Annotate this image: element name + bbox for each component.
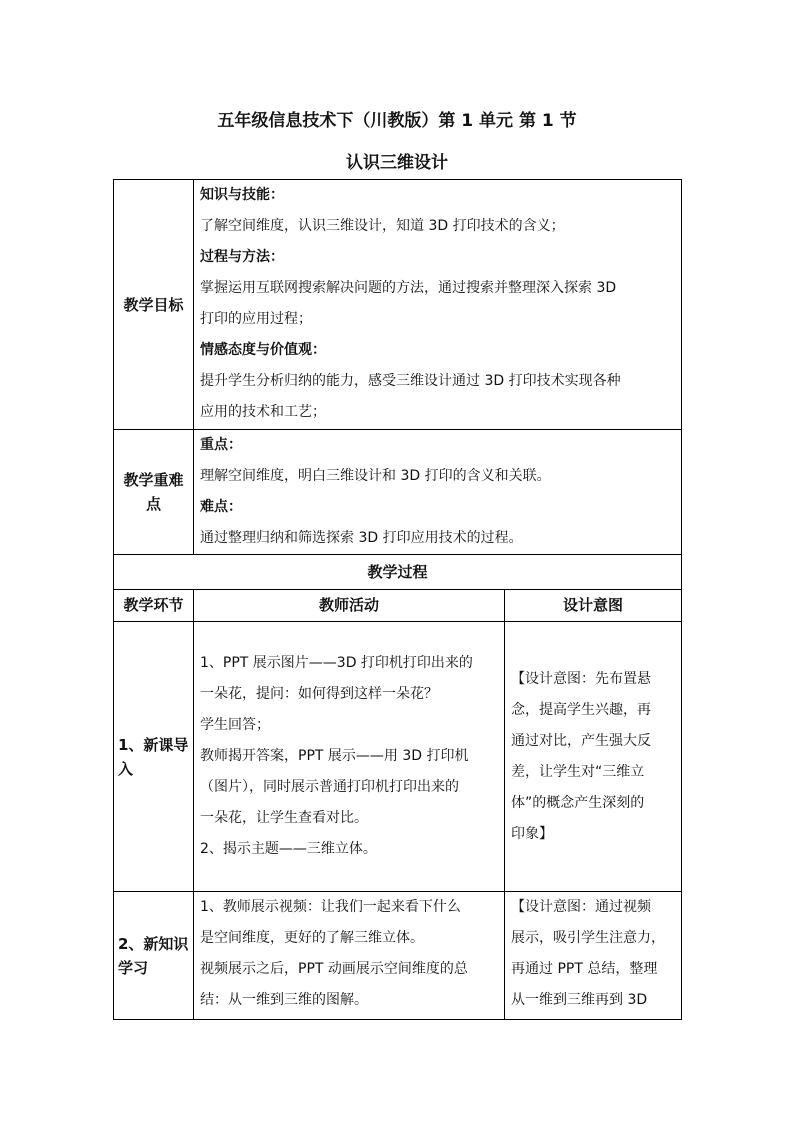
intent-line: 印象】 bbox=[511, 825, 553, 842]
intent-cell bbox=[505, 622, 682, 892]
objectives-content bbox=[194, 180, 682, 430]
key-point-heading: 重点： bbox=[200, 437, 242, 453]
activity-cell bbox=[194, 892, 505, 1020]
objectives-heading-knowledge: 知识与技能： bbox=[200, 187, 284, 203]
objectives-heading-attitude: 情感态度与价值观： bbox=[200, 342, 326, 358]
objectives-line: 应用的技术和工艺； bbox=[200, 404, 326, 420]
objectives-line: 提升学生分析归纳的能力，感受三维设计通过 3D 打印技术实现各种 bbox=[200, 373, 621, 389]
intent-line: 展示，吸引学生注意力， bbox=[511, 930, 665, 946]
intent-line: 念，提高学生兴趣，再 bbox=[511, 701, 651, 718]
intent-cell bbox=[505, 892, 682, 1020]
activity-line: 2、揭示主题——三维立体。 bbox=[200, 841, 377, 857]
activity-line: 一朵花，让学生查看对比。 bbox=[200, 810, 368, 826]
objectives-line: 打印的应用过程； bbox=[200, 311, 312, 327]
intent-line: 【设计意图：先布置悬 bbox=[511, 670, 651, 687]
difficult-point-heading: 难点： bbox=[200, 499, 242, 515]
activity-cell bbox=[194, 622, 505, 892]
activity-line: 是空间维度，更好的了解三维立体。 bbox=[200, 930, 424, 946]
activity-line: 学生回答； bbox=[200, 717, 270, 733]
activity-line: 教师揭开答案，PPT 展示——用 3D 打印机 bbox=[200, 748, 469, 764]
objectives-label: 教学目标 bbox=[114, 180, 194, 430]
activity-line: 结：从一维到三维的图解。 bbox=[200, 992, 368, 1008]
table-row bbox=[114, 622, 682, 892]
stage-cell: 1、新课导入 bbox=[114, 622, 194, 892]
column-header-intent: 设计意图 bbox=[505, 590, 682, 622]
key-points-content bbox=[194, 430, 682, 555]
intent-line: 再通过 PPT 总结，整理 bbox=[511, 961, 658, 977]
activity-line: 1、PPT 展示图片——3D 打印机打印出来的 bbox=[200, 655, 473, 671]
objectives-line: 掌握运用互联网搜索解决问题的方法，通过搜索并整理深入探索 3D bbox=[200, 280, 617, 296]
document-title: 五年级信息技术下（川教版）第 1 单元 第 1 节 bbox=[217, 111, 577, 131]
key-points-label: 教学重难点 bbox=[114, 430, 194, 555]
lesson-plan-table bbox=[113, 179, 682, 1020]
intent-line: 差，让学生对“三维立 bbox=[511, 763, 645, 780]
intent-line: 从一维到三维再到 3D bbox=[511, 992, 648, 1008]
table-row bbox=[114, 892, 682, 1020]
activity-line: 一朵花，提问：如何得到这样一朵花？ bbox=[200, 686, 438, 702]
activity-line: （图片），同时展示普通打印机打印出来的 bbox=[200, 779, 459, 795]
column-header-stage: 教学环节 bbox=[114, 590, 194, 622]
lesson-title: 认识三维设计 bbox=[346, 153, 448, 173]
activity-line: 视频展示之后，PPT 动画展示空间维度的总 bbox=[200, 961, 468, 977]
objectives-line: 了解空间维度，认识三维设计，知道 3D 打印技术的含义； bbox=[200, 218, 565, 234]
activity-line: 1、教师展示视频：让我们一起来看下什么 bbox=[200, 899, 461, 915]
difficult-point-line: 通过整理归纳和筛选探索 3D 打印应用技术的过程。 bbox=[200, 530, 523, 546]
key-point-line: 理解空间维度，明白三维设计和 3D 打印的含义和关联。 bbox=[200, 468, 551, 484]
intent-line: 【设计意图：通过视频 bbox=[511, 899, 651, 915]
intent-line: 通过对比，产生强大反 bbox=[511, 732, 651, 749]
stage-cell: 2、新知识学习 bbox=[114, 892, 194, 1020]
process-header: 教学过程 bbox=[114, 555, 682, 590]
objectives-heading-process: 过程与方法： bbox=[200, 249, 284, 265]
column-header-activity: 教师活动 bbox=[194, 590, 505, 622]
intent-line: 体”的概念产生深刻的 bbox=[511, 794, 645, 811]
